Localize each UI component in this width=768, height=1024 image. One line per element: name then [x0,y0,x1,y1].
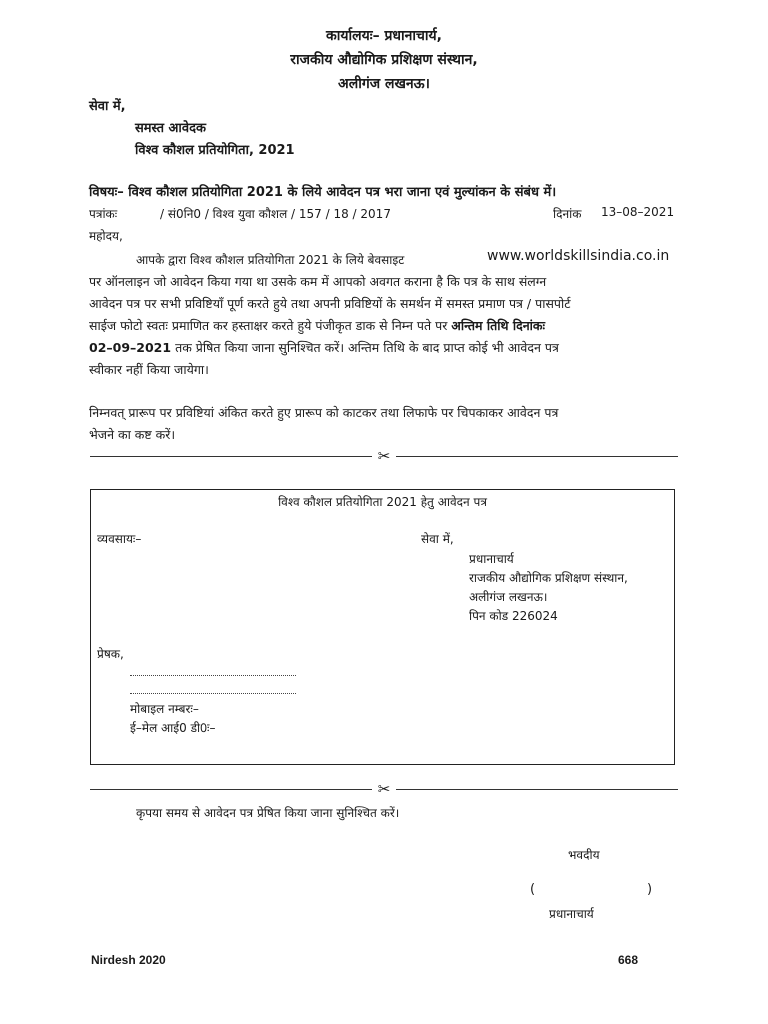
scissors-icon: ✂ [377,780,391,798]
date-label: दिनांक [553,207,582,221]
yours-faithfully: भवदीय [568,848,600,862]
addressee-line2: विश्व कौशल प्रतियोगिता, 2021 [135,143,295,158]
letter-date: 13–08–2021 [601,205,675,219]
occupation-label: व्यवसायः– [97,532,142,546]
footer-title: Nirdesh 2020 [91,953,166,967]
form-to-line1: प्रधानाचार्य [469,552,514,566]
addressee-line1: समस्त आवेदक [135,121,206,136]
subject-line: विषयः– विश्व कौशल प्रतियोगिता 2021 के लिये आवेदन पत्र भरा जाना एवं मुल्यांकन के संबंध में। [89,185,557,200]
institute-line: राजकीय औद्योगिक प्रशिक्षण संस्थान, [290,52,478,68]
cut-line-bottom [90,780,678,798]
form-seva-label: सेवा में, [421,532,454,546]
sender-label: प्रेषक, [97,647,124,661]
seva-label: सेवा में, [89,99,126,114]
email-label: ई–मेल आई0 डी0ः– [130,721,216,735]
designation: प्रधानाचार्य [549,907,594,921]
para1-line5-text: तक प्रेषित किया जाना सुनिश्चित करें। अन्तिम तिथि के बाद प्राप्त कोई भी आवेदन पत्र [175,340,559,355]
office-line: कार्यालयः– प्रधानाचार्य, [326,28,442,44]
mobile-label: मोबाइल नम्बरः– [130,702,199,716]
para1-line4 [89,317,545,334]
sender-address-line[interactable] [130,693,296,694]
para1-line2: पर ऑनलाइन जो आवेदन किया गया था उसके कम में आपको अवगत कराना है कि पत्र के साथ संलग्न [89,274,547,289]
deadline-date: 02–09–2021 [89,340,172,355]
para1-line4-text: साईज फोटो स्वतः प्रमाणित कर हस्ताक्षर करते हुये पंजीकृत डाक से निम्न पते पर [89,318,448,333]
reference-label: पत्रांकः [89,207,118,221]
form-pincode: पिन कोड 226024 [469,609,558,623]
website-link[interactable]: www.worldskillsindia.co.in [487,248,670,264]
closing-note: कृपया समय से आवेदन पत्र प्रेषित किया जाना सुनिश्चित करें। [136,806,400,820]
cut-line-top [90,447,678,465]
form-to-line3: अलीगंज लखनऊ। [469,590,548,604]
city-line: अलीगंज लखनऊ। [338,76,430,92]
para1-line5 [89,339,559,356]
form-to-line2: राजकीय औद्योगिक प्रशिक्षण संस्थान, [469,571,628,585]
para2-line1: निम्नवत् प्रारूप पर प्रविष्टियां अंकित करते हुए प्रारूप को काटकर तथा लिफाफे पर चिपकाकर आवेदन पत्र [89,405,559,420]
page-number: 668 [618,953,639,967]
signature-paren-close: ) [647,882,653,897]
sender-name-line[interactable] [130,675,296,676]
para1-line6: स्वीकार नहीं किया जायेगा। [89,362,209,377]
para2-line2: भेजने का कष्ट करें। [89,427,176,442]
para1-line3: आवेदन पत्र पर सभी प्रविष्टियाँ पूर्ण करते हुये तथा अपनी प्रविष्टियों के समर्थन में समस्त प्रमाण पत्र / पासपोर्ट [89,296,571,311]
deadline-label: अन्तिम तिथि दिनांकः [451,318,546,333]
scissors-icon: ✂ [377,447,391,465]
reference-number: / सं0नि0 / विश्व युवा कौशल / 157 / 18 / 2017 [160,207,391,221]
salutation: महोदय, [89,229,123,243]
signature-paren-open: ( [530,882,536,897]
para1-line1: आपके द्वारा विश्व कौशल प्रतियोगिता 2021 के लिये बेवसाइट [136,253,405,267]
form-title: विश्व कौशल प्रतियोगिता 2021 हेतु आवेदन पत्र [278,495,487,509]
